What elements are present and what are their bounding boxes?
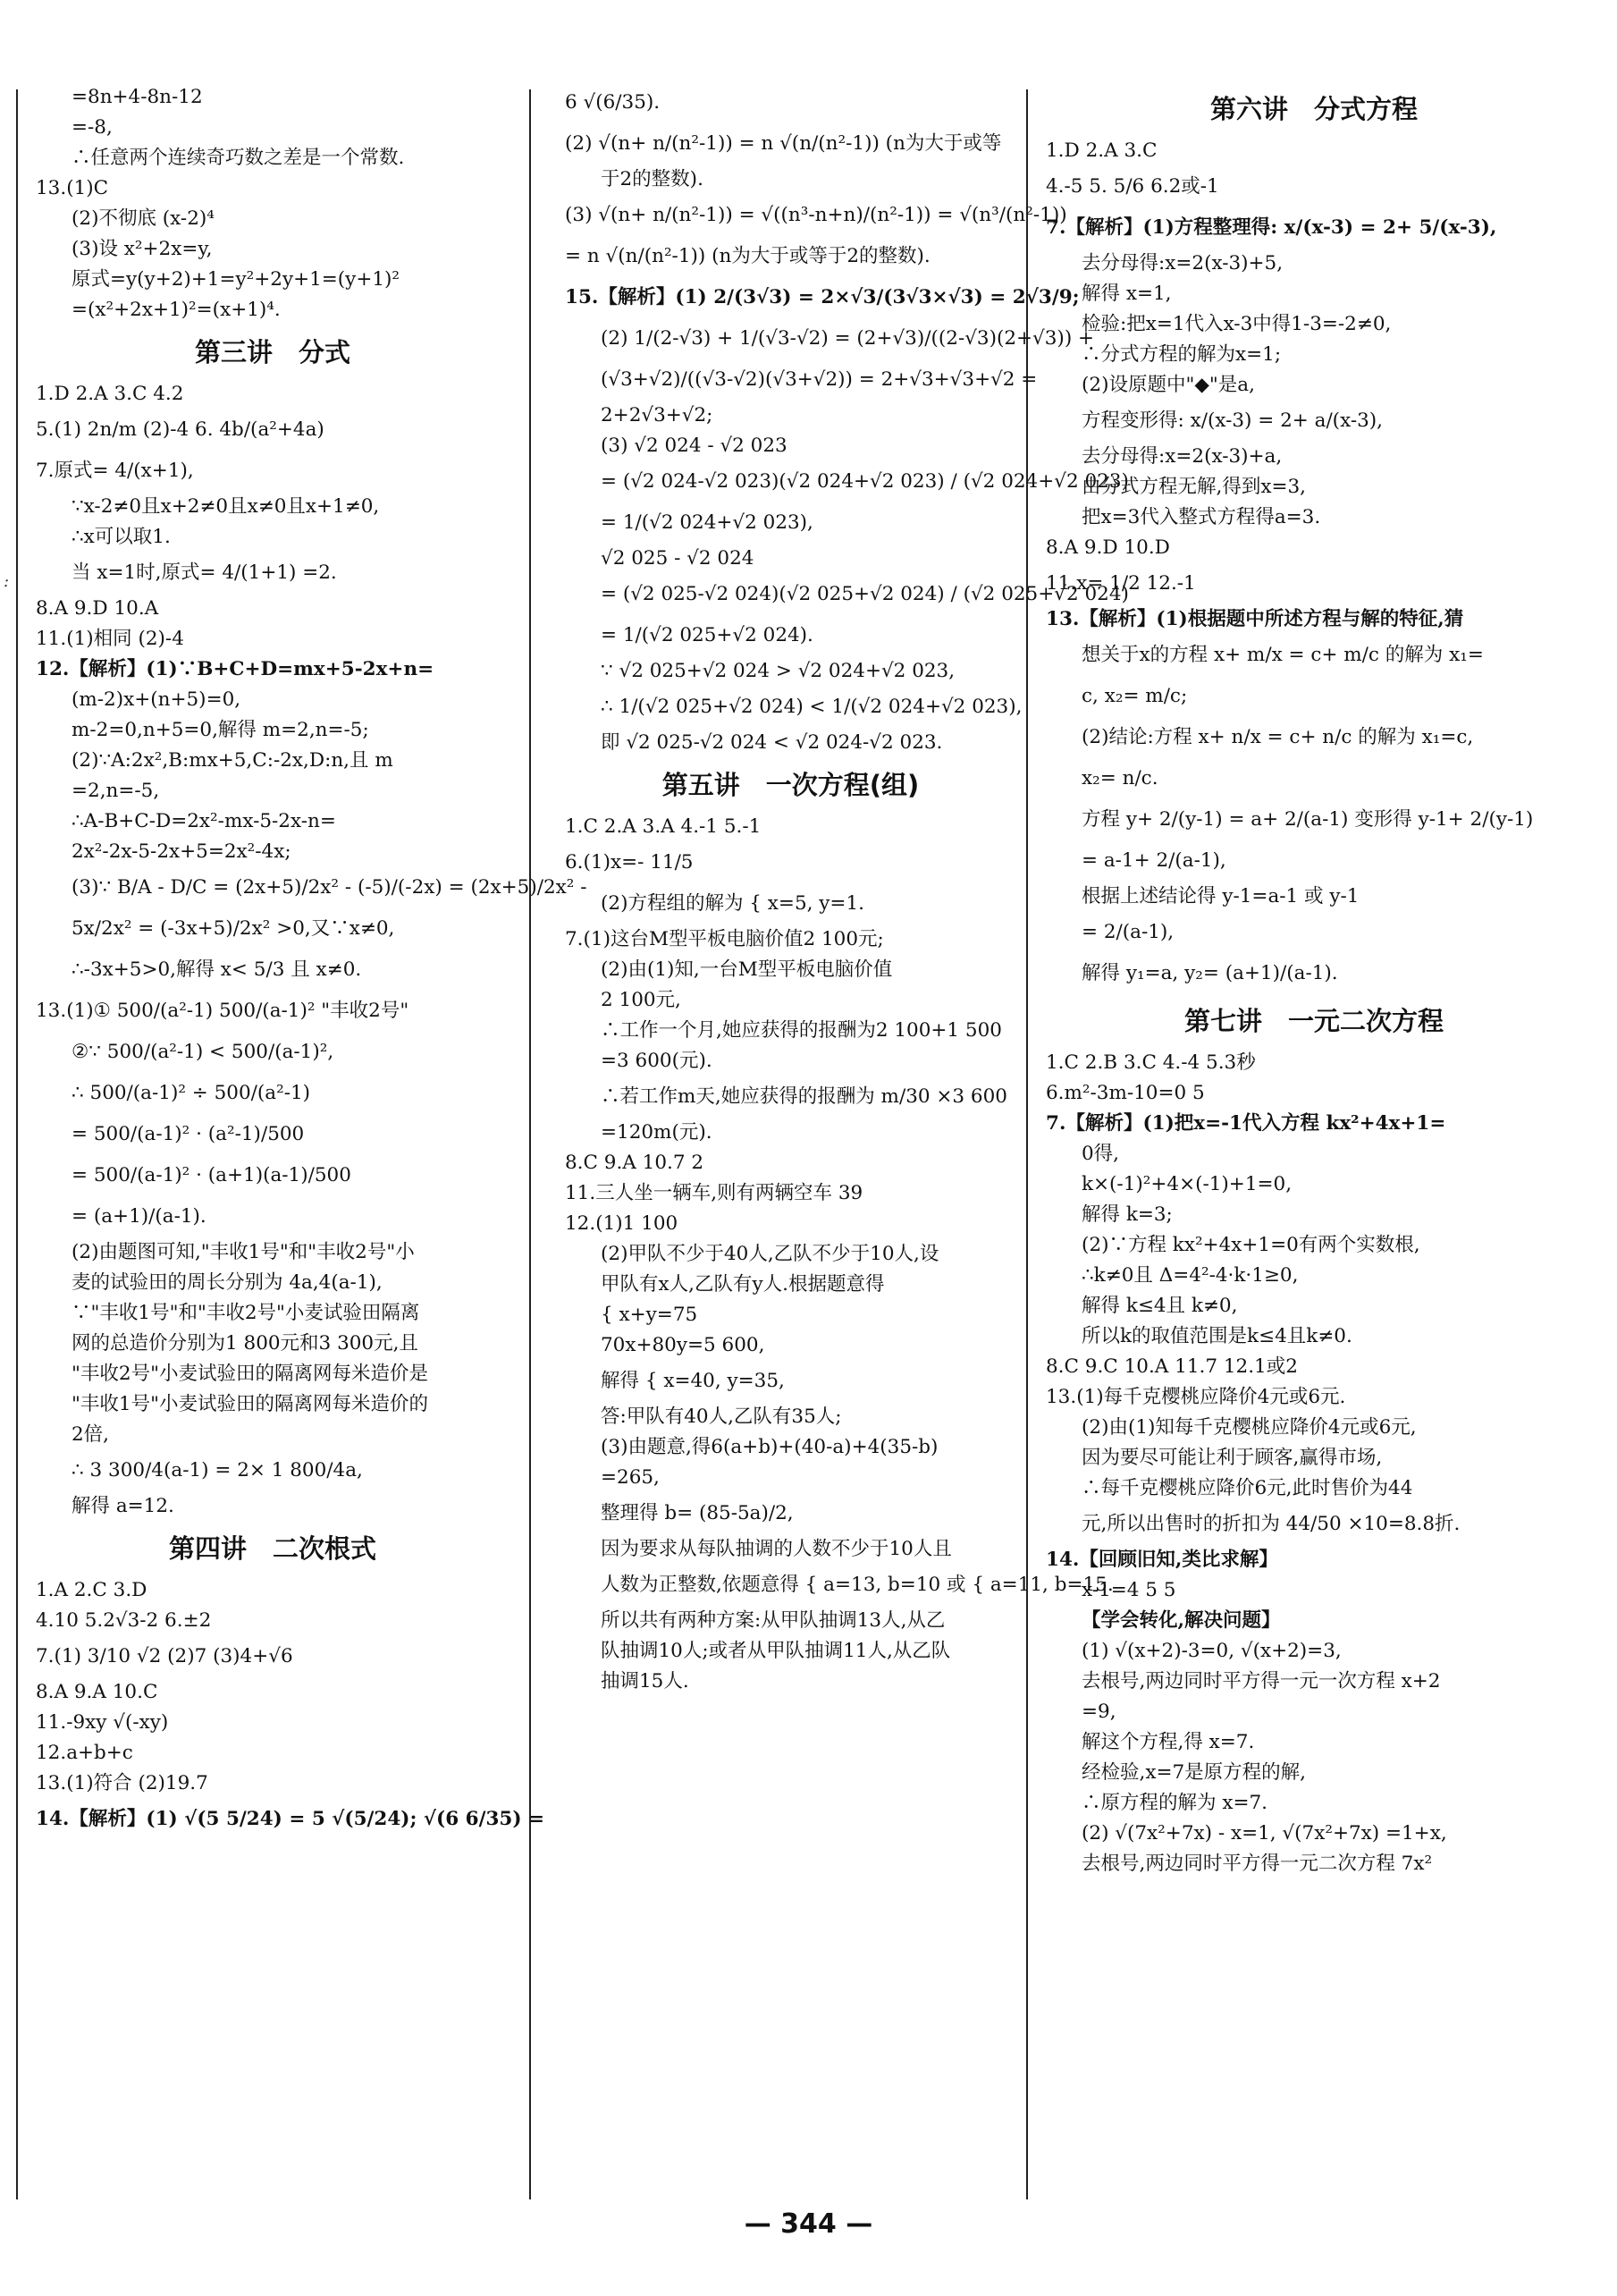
answer-line: 13.(1)符合 (2)19.7 (36, 1772, 208, 1794)
answer-line: (2)∵方程 kx²+4x+1=0有两个实数根, (1082, 1234, 1420, 1256)
section-heading: 第六讲 分式方程 (1209, 94, 1418, 124)
answer-line: =120m(元). (601, 1121, 712, 1144)
answer-line: 去根号,两边同时平方得一元一次方程 x+2 (1082, 1670, 1441, 1692)
answer-line: 12.a+b+c (36, 1742, 133, 1764)
answer-line: 1.D 2.A 3.C (1046, 139, 1158, 162)
answer-line: = n √(n/(n²-1)) (n为大于或等于2的整数). (565, 245, 931, 267)
answer-line: (3)由题意,得6(a+b)+(40-a)+4(35-b) (601, 1436, 939, 1458)
answer-line: 11.(1)相同 (2)-4 (36, 628, 184, 650)
answer-line: 4.10 5.2√3-2 6.±2 (36, 1609, 212, 1632)
answer-line: 1.A 2.C 3.D (36, 1579, 147, 1601)
answer-line: 11.-9xy √(-xy) (36, 1711, 169, 1734)
answer-line: = 500/(a-1)² · (a+1)(a-1)/500 (72, 1164, 351, 1186)
answer-line: ∵ √2 025+√2 024 > √2 024+√2 023, (601, 660, 956, 682)
answer-line: 7.(1) 3/10 √2 (2)7 (3)4+√6 (36, 1645, 293, 1667)
answer-line: 1.C 2.B 3.C 4.-4 5.3秒 (1046, 1051, 1256, 1074)
answer-line: (2)由题图可知,"丰收1号"和"丰收2号"小 (72, 1241, 415, 1263)
answer-line: =2,n=-5, (72, 780, 160, 802)
answer-line: 0得, (1082, 1143, 1120, 1165)
answer-line: ∴ 3 300/4(a-1) = 2× 1 800/4a, (72, 1459, 363, 1481)
answer-line: { x+y=75 (601, 1304, 698, 1326)
answer-line: 解得 k=3; (1082, 1203, 1173, 1226)
answer-line: (2)不彻底 (x-2)⁴ (72, 207, 215, 230)
answer-line: 7.【解析】(1)方程整理得: x/(x-3) = 2+ 5/(x-3), (1046, 216, 1497, 239)
answer-line: (2)由(1)知每千克樱桃应降价4元或6元, (1082, 1416, 1417, 1439)
answer-line: 8.A 9.D 10.A (36, 597, 159, 620)
answer-line: =8n+4-8n-12 (72, 86, 203, 108)
answer-line: 当 x=1时,原式= 4/(1+1) =2. (72, 561, 337, 584)
answer-line: = a-1+ 2/(a-1), (1082, 849, 1226, 872)
answer-line: (m-2)x+(n+5)=0, (72, 688, 241, 711)
answer-line: 13.(1)C (36, 177, 109, 199)
answer-line: 6 √(6/35). (565, 91, 661, 114)
answer-line: ∴ 1/(√2 025+√2 024) < 1/(√2 024+√2 023), (601, 696, 1023, 718)
answer-line: ∴ 500/(a-1)² ÷ 500/(a²-1) (72, 1082, 311, 1104)
answer-line: 8.A 9.D 10.D (1046, 536, 1170, 559)
answer-line: 2 100元, (601, 989, 681, 1011)
answer-line: ∴每千克樱桃应降价6元,此时售价为44 (1082, 1477, 1413, 1499)
answer-line: m-2=0,n+5=0,解得 m=2,n=-5; (72, 719, 369, 741)
answer-line: 15.【解析】(1) 2/(3√3) = 2×√3/(3√3×√3) = 2√3/9; (565, 286, 1080, 308)
answer-line: = (√2 024-√2 023)(√2 024+√2 023) / (√2 024+√2 023) (601, 470, 1129, 493)
section-heading: 第五讲 一次方程(组) (661, 770, 920, 800)
answer-line: 甲队有x人,乙队有y人.根据题意得 (601, 1273, 885, 1296)
answer-line: =-8, (72, 116, 113, 139)
answer-line: 2x²-2x-5-2x+5=2x²-4x; (72, 840, 291, 863)
answer-line: 解这个方程,得 x=7. (1082, 1731, 1255, 1753)
answer-line: 去根号,两边同时平方得一元二次方程 7x² (1082, 1853, 1433, 1875)
answer-line: ∵"丰收1号"和"丰收2号"小麦试验田隔离 (72, 1302, 420, 1324)
answer-line: 因为要尽可能让利于顾客,赢得市场, (1082, 1447, 1383, 1469)
answer-line: =3 600(元). (601, 1050, 712, 1072)
answer-line: 于2的整数). (601, 168, 703, 190)
page-number: — 344 — (744, 2208, 873, 2240)
answer-line: 解得 a=12. (72, 1495, 174, 1517)
answer-line: (2)方程组的解为 { x=5, y=1. (601, 892, 864, 915)
answer-line: (2) √(n+ n/(n²-1)) = n √(n/(n²-1)) (n为大于或等 (565, 132, 1002, 155)
answer-line: 经检验,x=7是原方程的解, (1082, 1761, 1306, 1784)
answer-line: 答:甲队有40人,乙队有35人; (601, 1405, 842, 1428)
answer-line: 5.(1) 2n/m (2)-4 6. 4b/(a²+4a) (36, 418, 324, 441)
answer-line: 解得 x=1, (1082, 283, 1172, 305)
answer-line: 5x/2x² = (-3x+5)/2x² >0,又∵x≠0, (72, 917, 395, 940)
answer-line: 想关于x的方程 x+ m/x = c+ m/c 的解为 x₁= (1082, 644, 1484, 666)
column-divider-2 (529, 89, 531, 2199)
answer-line: (3)∵ B/A - D/C = (2x+5)/2x² - (-5)/(-2x) = (2x+5)/2x² - (72, 876, 587, 899)
answer-line: ∴工作一个月,她应获得的报酬为2 100+1 500 (601, 1019, 1002, 1042)
answer-line: ∴k≠0且 Δ=4²-4·k·1≥0, (1082, 1264, 1299, 1287)
answer-line: 8.A 9.A 10.C (36, 1681, 158, 1703)
answer-line: =265, (601, 1466, 660, 1489)
answer-line: 8.C 9.C 10.A 11.7 12.1或2 (1046, 1355, 1298, 1378)
section-heading: 第七讲 一元二次方程 (1183, 1006, 1444, 1036)
answer-line: 把x=3代入整式方程得a=3. (1082, 506, 1321, 528)
answer-line: ∴A-B+C-D=2x²-mx-5-2x-n= (72, 810, 336, 832)
answer-line: (2)设原题中"◆"是a, (1082, 374, 1255, 396)
answer-line: 12.【解析】(1)∵B+C+D=mx+5-2x+n= (36, 658, 434, 680)
answer-line: k×(-1)²+4×(-1)+1=0, (1082, 1173, 1293, 1195)
answer-line: 网的总造价分别为1 800元和3 300元,且 (72, 1332, 418, 1355)
answer-line: (3)设 x²+2x=y, (72, 238, 213, 260)
answer-line: 6.m²-3m-10=0 5 (1046, 1082, 1205, 1104)
answer-line: ∴原方程的解为 x=7. (1082, 1792, 1267, 1814)
answer-line: 由分式方程无解,得到x=3, (1082, 476, 1306, 498)
section-heading: 第四讲 二次根式 (168, 1533, 376, 1564)
margin-mark: : (4, 572, 10, 591)
answer-line: ∵x-2≠0且x+2≠0且x≠0且x+1≠0, (72, 495, 380, 518)
answer-line: 元,所以出售时的折扣为 44/50 ×10=8.8折. (1082, 1513, 1461, 1535)
answer-line: 所以k的取值范围是k≤4且k≠0. (1082, 1325, 1352, 1347)
answer-line: (2)结论:方程 x+ n/x = c+ n/c 的解为 x₁=c, (1082, 726, 1474, 748)
answer-line: 解得 { x=40, y=35, (601, 1370, 785, 1392)
answer-line: 14.【回顾旧知,类比求解】 (1046, 1549, 1278, 1571)
answer-line: 12.(1)1 100 (565, 1212, 678, 1235)
answer-line: 11.x= 1/2 12.-1 (1046, 572, 1196, 595)
answer-line: = 1/(√2 025+√2 024). (601, 624, 813, 646)
answer-line: ∴任意两个连续奇巧数之差是一个常数. (72, 147, 405, 169)
answer-line: 7.原式= 4/(x+1), (36, 460, 194, 482)
answer-line: 整理得 b= (85-5a)/2, (601, 1502, 794, 1524)
answer-line: 1.D 2.A 3.C 4.2 (36, 383, 184, 405)
answer-line: (2)甲队不少于40人,乙队不少于10人,设 (601, 1243, 939, 1265)
answer-line: 4.-5 5. 5/6 6.2或-1 (1046, 175, 1219, 198)
answer-line: 13.【解析】(1)根据题中所述方程与解的特征,猜 (1046, 608, 1464, 630)
answer-line: = 2/(a-1), (1082, 921, 1175, 943)
answer-line: 1.C 2.A 3.A 4.-1 5.-1 (565, 815, 762, 838)
answer-line: ②∵ 500/(a²-1) < 500/(a-1)², (72, 1041, 334, 1063)
answer-line: = 1/(√2 024+√2 023), (601, 511, 813, 534)
answer-line: 7.【解析】(1)把x=-1代入方程 kx²+4x+1= (1046, 1112, 1446, 1135)
answer-line: x-1=4 5 5 (1082, 1579, 1176, 1601)
answer-line: 14.【解析】(1) √(5 5/24) = 5 √(5/24); √(6 6/35) = (36, 1808, 545, 1830)
answer-line: (2) 1/(2-√3) + 1/(√3-√2) = (2+√3)/((2-√3)(2+√3)) + (601, 327, 1095, 350)
answer-line: 2+2√3+√2; (601, 404, 713, 426)
answer-line: 检验:把x=1代入x-3中得1-3=-2≠0, (1082, 313, 1392, 335)
answer-line: =9, (1082, 1701, 1116, 1723)
answer-line: 根据上述结论得 y-1=a-1 或 y-1 (1082, 885, 1360, 907)
answer-line: (3) √2 024 - √2 023 (601, 435, 787, 457)
answer-line: ∴x可以取1. (72, 526, 171, 548)
answer-line: 13.(1)每千克樱桃应降价4元或6元. (1046, 1386, 1346, 1408)
answer-line: 7.(1)这台M型平板电脑价值2 100元; (565, 928, 884, 950)
answer-line: ∴-3x+5>0,解得 x< 5/3 且 x≠0. (72, 958, 362, 981)
answer-line: 【学会转化,解决问题】 (1082, 1609, 1281, 1632)
answer-line: 70x+80y=5 600, (601, 1334, 765, 1356)
answer-line: 去分母得:x=2(x-3)+a, (1082, 445, 1283, 468)
answer-line: 方程 y+ 2/(y-1) = a+ 2/(a-1) 变形得 y-1+ 2/(y-1) (1082, 808, 1534, 831)
answer-line: 即 √2 025-√2 024 < √2 024-√2 023. (601, 731, 943, 754)
answer-line: 去分母得:x=2(x-3)+5, (1082, 252, 1284, 274)
answer-line: 解得 k≤4且 k≠0, (1082, 1295, 1238, 1317)
answer-line: 解得 y₁=a, y₂= (a+1)/(a-1). (1082, 962, 1338, 984)
column-divider-1 (16, 89, 18, 2199)
answer-line: "丰收1号"小麦试验田的隔离网每米造价的 (72, 1393, 428, 1415)
column-divider-3 (1026, 89, 1028, 2199)
answer-line: 13.(1)① 500/(a²-1) 500/(a-1)² "丰收2号" (36, 1000, 409, 1022)
answer-line: "丰收2号"小麦试验田的隔离网每米造价是 (72, 1363, 428, 1385)
answer-line: ∴若工作m天,她应获得的报酬为 m/30 ×3 600 (601, 1085, 1007, 1108)
answer-line: (2) √(7x²+7x) - x=1, √(7x²+7x) =1+x, (1082, 1822, 1447, 1844)
answer-line: 11.三人坐一辆车,则有两辆空车 39 (565, 1182, 863, 1204)
answer-line: 因为要求从每队抽调的人数不少于10人且 (601, 1538, 952, 1560)
answer-column-left (36, 82, 587, 2198)
answer-line: 麦的试验田的周长分别为 4a,4(a-1), (72, 1271, 383, 1294)
answer-line: = (√2 025-√2 024)(√2 025+√2 024) / (√2 025+√2 024) (601, 583, 1129, 605)
answer-line: 所以共有两种方案:从甲队抽调13人,从乙 (601, 1609, 946, 1632)
answer-line: =(x²+2x+1)²=(x+1)⁴. (72, 299, 281, 321)
answer-line: 抽调15人. (601, 1670, 689, 1692)
answer-line: 人数为正整数,依题意得 { a=13, b=10 或 { a=11, b=15. (601, 1574, 1114, 1596)
answer-line: (3) √(n+ n/(n²-1)) = √((n³-n+n)/(n²-1)) = √(n³/(n²-1)) (565, 204, 1067, 226)
answer-line: 原式=y(y+2)+1=y²+2y+1=(y+1)² (72, 268, 400, 291)
answer-line: (2)∵A:2x²,B:mx+5,C:-2x,D:n,且 m (72, 749, 393, 772)
answer-line: 方程变形得: x/(x-3) = 2+ a/(x-3), (1082, 409, 1383, 432)
section-heading: 第三讲 分式 (194, 337, 350, 367)
answer-line: √2 025 - √2 024 (601, 547, 754, 570)
answer-line: (1) √(x+2)-3=0, √(x+2)=3, (1082, 1640, 1342, 1662)
answer-line: x₂= n/c. (1082, 767, 1158, 789)
answer-column-right (1046, 82, 1582, 2198)
answer-line: (2)由(1)知,一台M型平板电脑价值 (601, 958, 893, 981)
answer-line: ∴分式方程的解为x=1; (1082, 343, 1282, 366)
answer-line: = 500/(a-1)² · (a²-1)/500 (72, 1123, 305, 1145)
answer-line: 队抽调10人;或者从甲队抽调11人,从乙队 (601, 1640, 951, 1662)
answer-line: = (a+1)/(a-1). (72, 1205, 206, 1228)
answer-line: 2倍, (72, 1423, 110, 1446)
answer-line: (√3+√2)/((√3-√2)(√3+√2)) = 2+√3+√3+√2 = (601, 368, 1038, 391)
answer-line: 8.C 9.A 10.7 2 (565, 1152, 704, 1174)
answer-line: 6.(1)x=- 11/5 (565, 851, 694, 874)
answer-line: c, x₂= m/c; (1082, 685, 1188, 707)
